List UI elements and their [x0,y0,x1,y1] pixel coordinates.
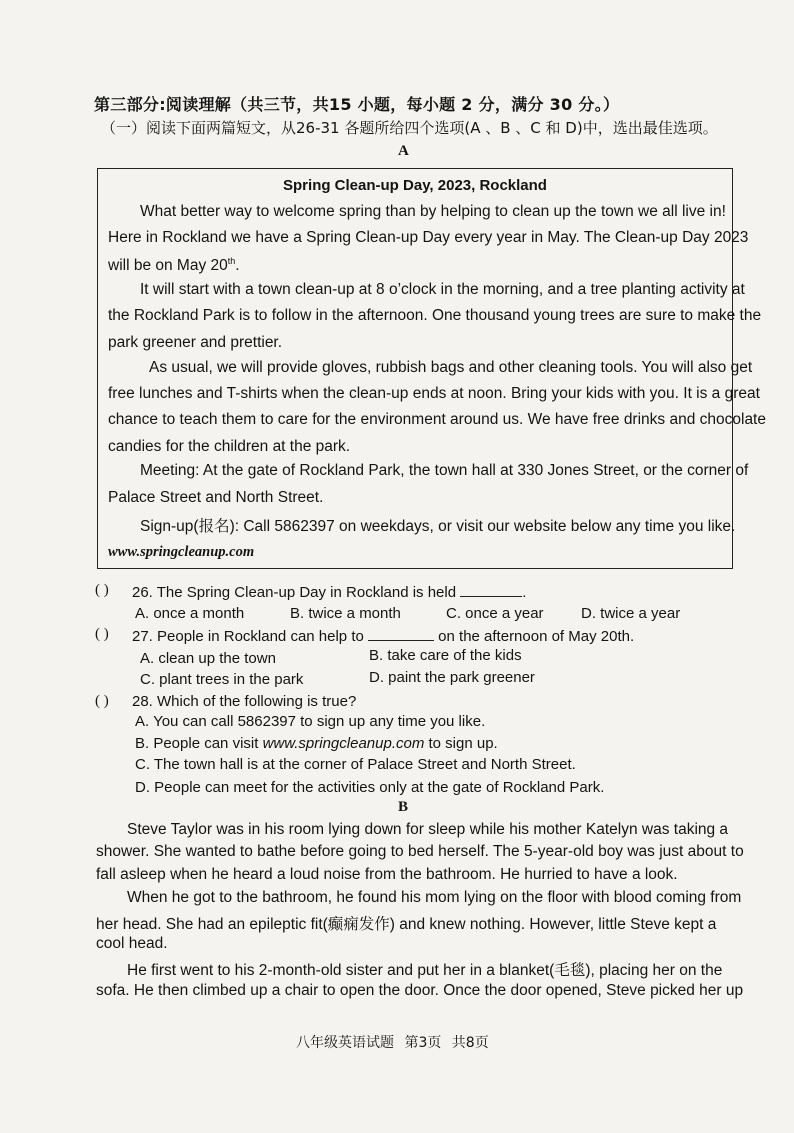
passage-a-line: Palace Street and North Street. [108,489,324,506]
passage-b-line: her head. She had an epileptic fit(癫痫发作) and knew nothing. However, little Steve kept a [96,916,717,933]
website-url: www.springcleanup.com [108,544,255,560]
passage-a-line: the Rockland Park is to follow in the afternoon. One thousand young trees are sure to make the [108,307,762,324]
passage-a-line: candies for the children at the park. [108,438,351,455]
passage-a-line: What better way to welcome spring than by helping to clean up the town we all live in! [140,203,726,220]
passage-b-line: cool head. [96,935,168,952]
option-27-a: A. clean up the town [140,650,276,667]
passage-a-line: park greener and prettier. [108,334,283,351]
question-28: 28. Which of the following is true? [132,693,357,710]
section-header: 第三部分:阅读理解（共三节，共15 小题，每小题 2 分，满分 30 分。） [94,95,620,114]
option-27-d: D. paint the park greener [369,669,535,686]
option-28-d: D. People can meet for the activities only at the gate of Rockland Park. [135,779,605,796]
notice-title: Spring Clean-up Day, 2023, Rockland [283,177,547,194]
option-27-c: C. plant trees in the park [140,671,304,688]
option-26-d: D. twice a year [581,605,681,622]
answer-paren: ( ) [95,582,109,598]
answer-paren: ( ) [95,626,109,642]
option-26-c: C. once a year [446,605,544,622]
passage-b-line: shower. She wanted to bathe before going to bed herself. The 5-year-old boy was just about to [96,843,744,860]
passage-a-label: A [398,143,409,159]
option-27-b: B. take care of the kids [369,647,522,664]
passage-a-line: will be on May 20th. [108,256,240,275]
passage-a-line: free lunches and T-shirts when the clean-up ends at noon. Bring your kids with you. It is a great [108,385,760,402]
passage-a-line: As usual, we will provide gloves, rubbish bags and other cleaning tools. You will also get [149,359,753,376]
passage-b-line: Steve Taylor was in his room lying down for sleep while his mother Katelyn was taking a [127,821,729,838]
section-instruction: （一）阅读下面两篇短文，从26-31 各题所给四个选项(A 、B 、C 和 D)中，选出最佳选项。 [101,119,718,137]
option-26-b: B. twice a month [290,605,401,622]
option-28-b: B. People can visit www.springcleanup.com to sign up. [135,735,498,752]
page-footer: 八年级英语试题 第3页 共8页 [296,1035,489,1051]
passage-a-line: Here in Rockland we have a Spring Clean-up Day every year in May. The Clean-up Day 2023 [108,229,749,246]
answer-paren: ( ) [95,693,109,709]
passage-b-line: fall asleep when he heard a loud noise from the bathroom. He hurried to have a look. [96,866,678,883]
passage-a-line: chance to teach them to care for the environment around us. We have free drinks and chocolate [108,411,766,428]
option-28-a: A. You can call 5862397 to sign up any time you like. [135,713,486,730]
passage-b-line: sofa. He then climbed up a chair to open the door. Once the door opened, Steve picked her up [96,982,744,999]
question-26: 26. The Spring Clean-up Day in Rockland is held . [132,584,527,601]
question-27: 27. People in Rockland can help to on the afternoon of May 20th. [132,628,635,645]
passage-a-line: Sign-up(报名): Call 5862397 on weekdays, or visit our website below any time you like. [140,518,736,535]
passage-b-label: B [398,799,409,815]
option-28-c: C. The town hall is at the corner of Palace Street and North Street. [135,756,576,773]
option-26-a: A. once a month [135,605,245,622]
passage-a-line: It will start with a town clean-up at 8 o’clock in the morning, and a tree planting activity at [140,281,745,298]
passage-b-line: He first went to his 2-month-old sister and put her in a blanket(毛毯), placing her on the [127,962,723,979]
passage-b-line: When he got to the bathroom, he found his mom lying on the floor with blood coming from [127,889,742,906]
passage-a-line: Meeting: At the gate of Rockland Park, the town hall at 330 Jones Street, or the corner of [140,462,749,479]
